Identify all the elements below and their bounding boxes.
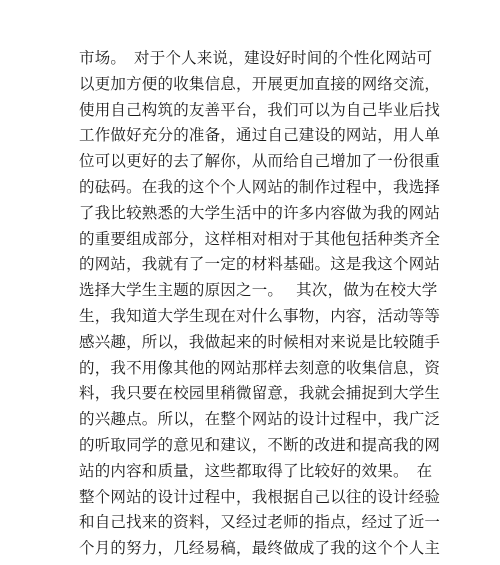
text-line: 站的内容和质量，这些都取得了比较好的效果。 在 xyxy=(79,461,433,480)
text-line: 和自己找来的资料，又经过老师的指点，经过了近一 xyxy=(79,513,441,532)
text-line: 感兴趣，所以，我做起来的时候相对来说是比较随手 xyxy=(79,332,441,351)
text-line: 的，我不用像其他的网站那样去刻意的收集信息，资 xyxy=(79,358,441,377)
text-line: 的重要组成部分，这样相对相对于其他包括种类齐全 xyxy=(79,229,441,248)
text-line: 料，我只要在校园里稍微留意，我就会捕捉到大学生 xyxy=(79,384,441,403)
text-line: 了我比较熟悉的大学生活中的许多内容做为我的网站 xyxy=(79,203,441,222)
text-line: 选择大学生主题的原因之一。 其次，做为在校大学 xyxy=(79,281,438,300)
text-line: 的听取同学的意见和建议，不断的改进和提高我的网 xyxy=(79,435,441,454)
text-line: 整个网站的设计过程中，我根据自己以往的设计经验 xyxy=(79,487,441,506)
text-line: 生，我知道大学生现在对什么事物，内容，活动等等 xyxy=(79,306,441,325)
text-line: 工作做好充分的准备，通过自己建设的网站，用人单 xyxy=(79,126,441,145)
text-line: 位可以更好的去了解你，从而给自己增加了一份很重 xyxy=(79,152,441,171)
text-line: 以更加方便的收集信息，开展更加直接的网络交流， xyxy=(79,74,441,93)
text-line: 的兴趣点。所以，在整个网站的设计过程中，我广泛 xyxy=(79,410,441,429)
text-line: 个月的努力，几经易稿，最终做成了我的这个个人主 xyxy=(79,539,441,558)
text-line: 市场。 对于个人来说，建设好时间的个性化网站可 xyxy=(79,49,433,67)
body-paragraph xyxy=(79,46,441,562)
text-line: 使用自己构筑的友善平台，我们可以为自己毕业后找 xyxy=(79,100,441,119)
text-line: 的砝码。在我的这个个人网站的制作过程中，我选择 xyxy=(79,177,441,196)
text-line: 的网站，我就有了一定的材料基础。这是我这个网站 xyxy=(79,255,441,274)
